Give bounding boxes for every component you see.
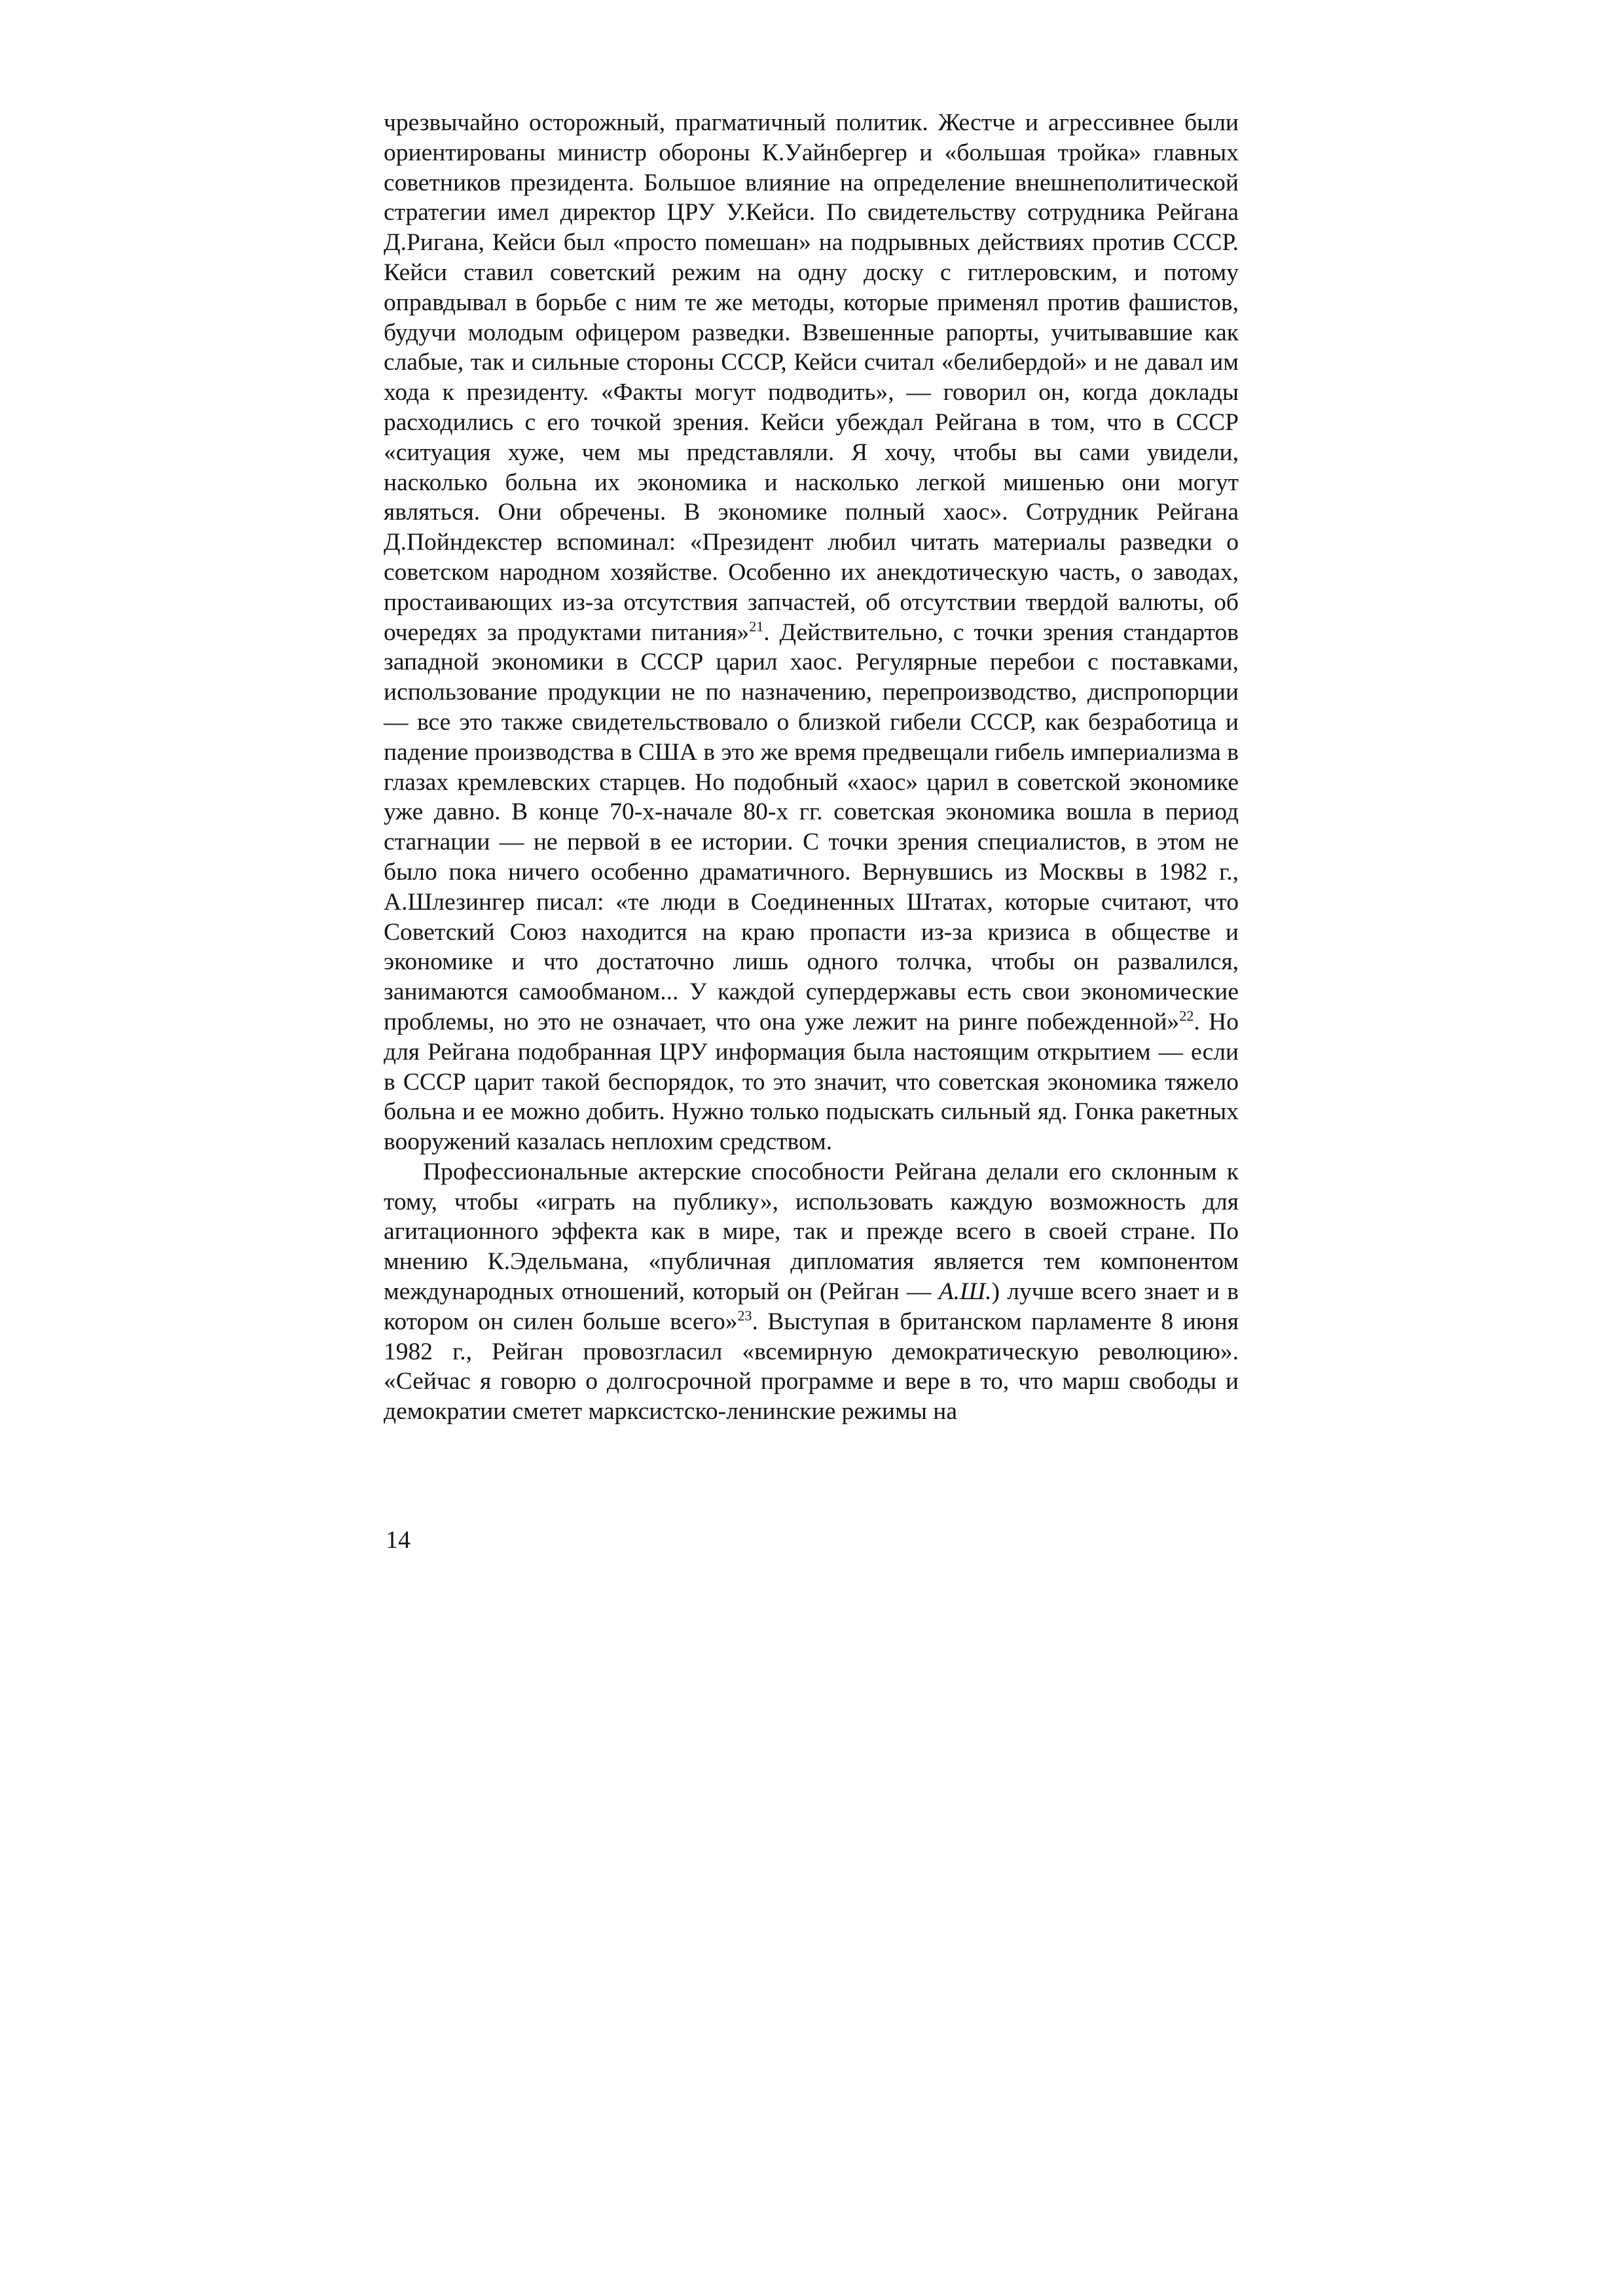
paragraph-2-text-b: ) лучше всего знает и в котором он силен больше всего»	[384, 1278, 1239, 1335]
paragraph-2	[384, 1157, 1239, 1427]
paragraph-1-text-b: . Действительно, с точки зрения стандартов западной экономики в СССР царил хаос. Регулярные перебои с поставками, использование продукции не по назначению, перепроизводство, диспропорции — все это также свидетельствовало о близкой гибели СССР, как безработица и падение производства в США в это же время предвещали гибель империализма в глазах кремлевских старцев. Но подобный «хаос» царил в советской экономике уже давно. В конце 70-х-начале 80-х гг. советская экономика вошла в период стагнации — не первой в ее истории. С точки зрения специалистов, в этом не было пока ничего особенно драматичного. Вернувшись из Москвы в 1982 г., А.Шлезингер писал: «те люди в Соединенных Штатах, которые считают, что Советский Союз находится на краю пропасти из-за кризиса в обществе и экономике и что достаточно лишь одного толчка, чтобы он развалился, занимаются самообманом... У каждой супердержавы есть свои экономические проблемы, но это не означает, что она уже лежит на ринге побежденной»	[384, 619, 1239, 1035]
paragraph-2-text-c: . Выступая в британском парламенте 8 июня 1982 г., Рейган провозгласил «всемирную демократическую революцию». «Сейчас я говорю о долгосрочной программе и вере в то, что марш свободы и демократии сметет марксистско-ленинские режимы на	[384, 1308, 1239, 1426]
footnote-ref-21: 21	[749, 618, 764, 635]
paragraph-1-text-c: . Но для Рейгана подобранная ЦРУ информация была настоящим открытием — если в СССР царит такой беспорядок, то это значит, что советская экономика тяжело больна и ее можно добить. Нужно только подыскать сильный яд. Гонка ракетных вооружений казалась неплохим средством.	[384, 1008, 1239, 1156]
paragraph-2-text-a: Профессиональные актерские способности Рейгана делали его склонным к тому, чтобы «играть на публику», использовать каждую возможность для агитационного эффекта как в мире, так и прежде всего в своей стране. По мнению К.Эдельмана, «публичная дипломатия является тем компонентом международных отношений, который он (Рейган —	[384, 1158, 1239, 1306]
page-number: 14	[386, 1526, 410, 1554]
paragraph-1-text-a: чрезвычайно осторожный, прагматичный политик. Жестче и агрессивнее были ориентированы министр обороны К.Уайнбергер и «большая тройка» главных советников президента. Большое влияние на определение внешнеполитической стратегии имел директор ЦРУ У.Кейси. По свидетельству сотрудника Рейгана Д.Ригана, Кейси был «просто помешан» на подрывных действиях против СССР. Кейси ставил советский режим на одну доску с гитлеровским, и потому оправдывал в борьбе с ним те же методы, которые применял против фашистов, будучи молодым офицером разведки. Взвешенные рапорты, учитывавшие как слабые, так и сильные стороны СССР, Кейси считал «белибердой» и не давал им хода к президенту. «Факты могут подводить», — говорил он, когда доклады расходились с его точкой зрения. Кейси убеждал Рейгана в том, что в СССР «ситуация хуже, чем мы представляли. Я хочу, чтобы вы сами увидели, насколько больна их экономика и насколько легкой мишенью они могут являться. Они обречены. В экономике полный хаос». Сотрудник Рейгана Д.Пойндекстер вспоминал: «Президент любил читать материалы разведки о советском народном хозяйстве. Особенно их анекдотическую часть, о заводах, простаивающих из-за отсутствия запчастей, об отсутствии твердой валюты, об очередях за продуктами питания»	[384, 109, 1239, 646]
paragraph-continued	[384, 108, 1239, 1157]
footnote-ref-23: 23	[737, 1307, 752, 1324]
body-text	[384, 108, 1239, 1427]
footnote-ref-22: 22	[1179, 1007, 1194, 1024]
author-initials: А.Ш.	[938, 1278, 992, 1306]
